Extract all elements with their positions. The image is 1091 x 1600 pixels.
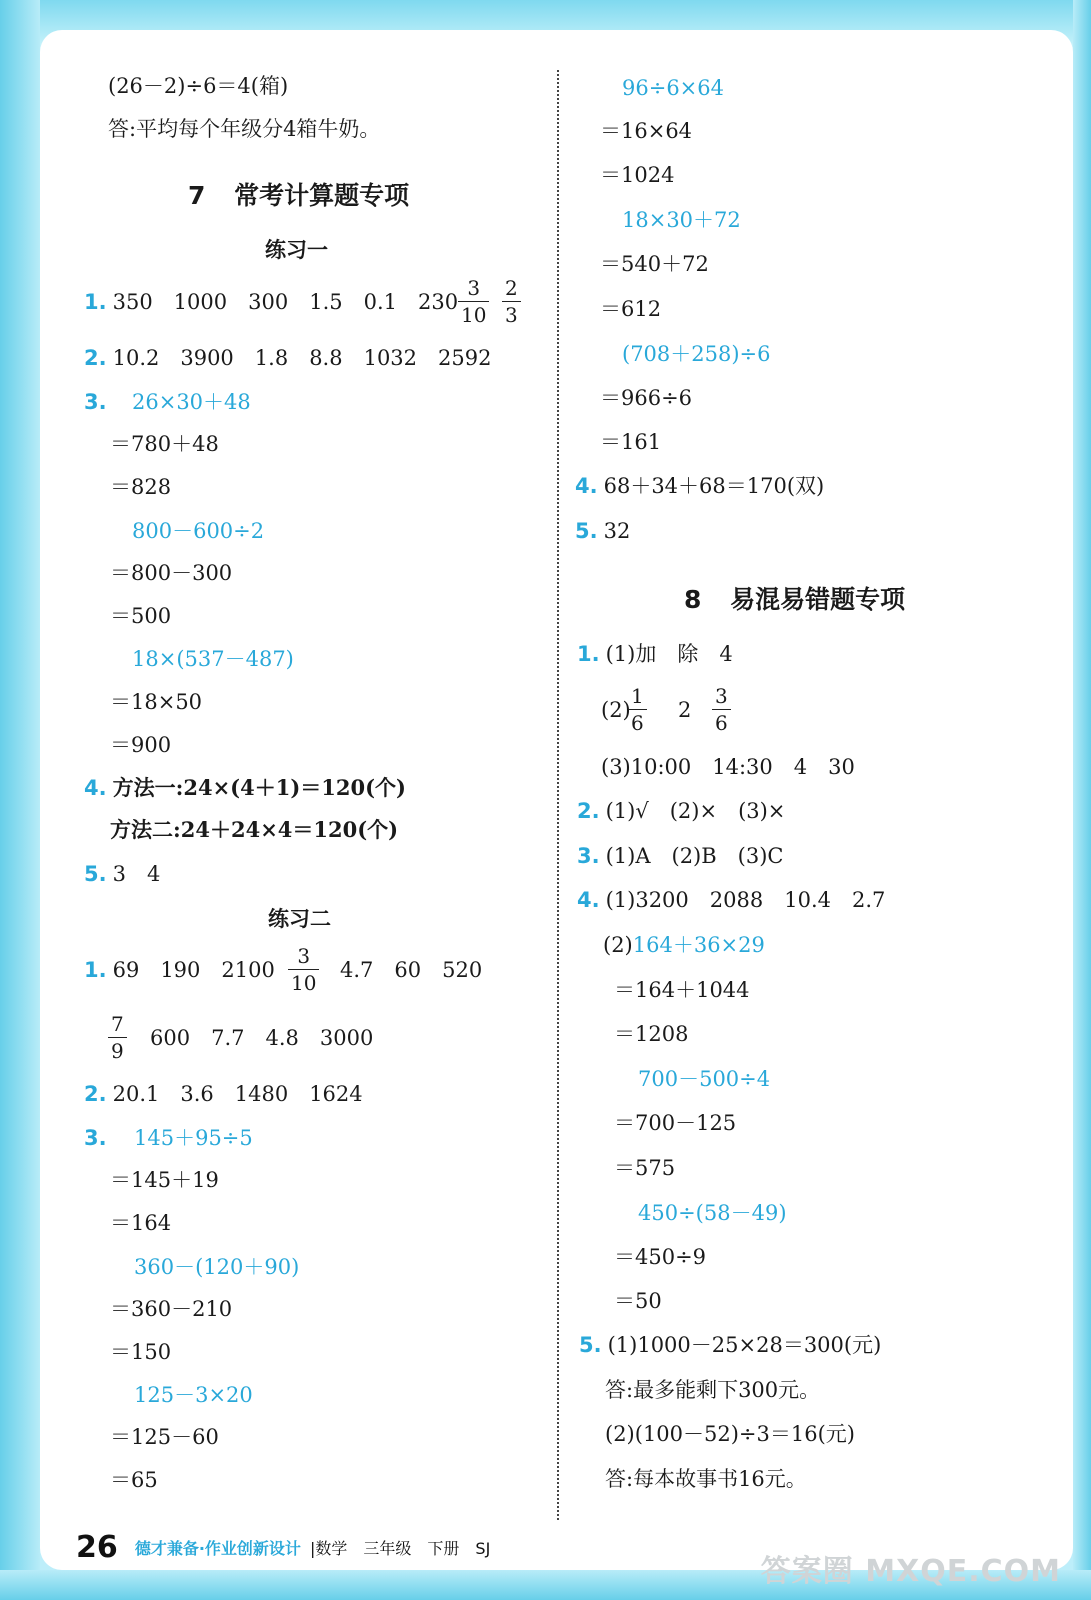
answer-text: (1)3200 2088 10.4 2.7 [605,888,886,912]
step: ＝828 [110,475,172,499]
numerator: 7 [108,1011,127,1038]
answer-text [603,931,765,959]
question-number: 3. [577,844,600,868]
fraction [628,683,647,736]
denominator: 10 [291,971,317,995]
step: ＝18×50 [110,690,203,714]
page-number: 26 [76,1530,118,1565]
section-8-heading [684,580,905,616]
section-number: 7 [188,181,206,210]
brand-name: 德才兼备·作业创新设计 [134,1539,301,1558]
question-number: 4. [577,888,600,912]
fraction [712,683,731,736]
fraction [288,943,319,996]
answer-text: 答:每本故事书16元。 [605,1467,807,1491]
question-3 [84,388,113,416]
exercise-title: 练习一 [265,238,328,262]
question-1 [84,956,275,984]
step: ＝150 [110,1340,172,1364]
expression: 145＋95÷5 [134,1126,253,1150]
step: ＝450÷9 [614,1245,707,1269]
step: ＝966÷6 [600,386,693,410]
book-meta: |数学 三年级 下册 SJ [310,1539,491,1558]
answer-text: (1)√ (2)× (3)× [605,799,786,823]
step: ＝540＋72 [600,252,709,276]
answer-text: (3)10:00 14:30 4 30 [601,755,855,779]
denominator: 10 [461,303,487,327]
numerator: 1 [628,683,647,710]
expression: 96÷6×64 [622,76,724,100]
fraction [502,275,521,328]
numerator: 3 [712,683,731,710]
question-1 [577,640,733,668]
question-number: 3. [84,390,107,414]
answer-text: 答:最多能剩下300元。 [605,1378,821,1402]
step: ＝800－300 [110,561,233,585]
question-number: 5. [84,862,107,886]
expression: 800－600÷2 [132,519,265,543]
expression: 164＋36×29 [632,933,765,957]
expression: 125－3×20 [134,1383,253,1407]
question-number: 5. [575,519,598,543]
left-border [0,0,40,1600]
answer-text: (2)(100－52)÷3＝16(元) [605,1422,856,1446]
denominator: 6 [631,711,644,735]
section-title: 易混易错题专项 [730,585,906,614]
question-3 [84,1124,113,1152]
question-2 [577,797,785,825]
numerator: 2 [502,275,521,302]
step: ＝780＋48 [110,432,219,456]
step: ＝164＋1044 [614,978,750,1002]
answer-text: 10.2 3900 1.8 8.8 1032 2592 [112,346,492,370]
column-divider [557,70,559,1520]
answer-text: 32 [603,519,631,543]
expression: (708＋258)÷6 [622,342,771,366]
answer-text: (1)A (2)B (3)C [605,844,784,868]
exercise-title: 练习二 [268,907,331,931]
step: ＝1208 [614,1022,689,1046]
answer-text: 方法一:24×(4＋1)＝120(个) [112,775,406,800]
watermark: 答案圈 MXQE.COM [760,1554,1061,1589]
right-border [1073,0,1091,1600]
expression: 700－500÷4 [638,1067,771,1091]
fraction [108,1011,127,1064]
step: ＝575 [614,1156,676,1180]
question-4 [575,472,824,500]
denominator: 3 [505,303,518,327]
step: ＝700－125 [614,1111,737,1135]
question-number: 2. [577,799,600,823]
question-3 [577,842,784,870]
question-number: 2. [84,1082,107,1106]
question-number: 3. [84,1126,107,1150]
answer-line: (26－2)÷6＝4(箱) [108,74,289,98]
denominator: 6 [715,711,728,735]
question-number: 1. [84,958,107,982]
answer-text: 4.7 60 520 [340,958,483,982]
answer-line: 答:平均每个年级分4箱牛奶。 [108,117,381,141]
step: ＝161 [600,430,662,454]
expression: 18×(537－487) [132,647,294,671]
expression: 18×30＋72 [622,208,741,232]
step: ＝145＋19 [110,1168,219,1192]
expression: 360－(120＋90) [134,1255,300,1279]
answer-text: (1)1000－25×28＝300(元) [607,1333,882,1357]
question-4 [577,886,885,914]
section-number: 8 [684,585,702,614]
section-title: 常考计算题专项 [234,181,410,210]
step: ＝164 [110,1211,172,1235]
expression: 26×30＋48 [132,390,251,414]
answer-text: 69 190 2100 [112,958,275,982]
question-number: 4. [84,776,107,800]
page-footer [76,1530,490,1565]
question-5 [575,517,630,545]
numerator: 3 [458,275,489,302]
question-2 [84,344,491,372]
question-number: 1. [84,290,107,314]
answer-text: 20.1 3.6 1480 1624 [112,1082,363,1106]
answer-text: (2) [601,698,631,722]
step: ＝1024 [600,163,675,187]
step: ＝125－60 [110,1425,219,1449]
question-number: 4. [575,474,598,498]
step: ＝612 [600,297,662,321]
question-number: 5. [579,1333,602,1357]
question-2 [84,1080,363,1108]
part-label: (2) [603,933,633,957]
fraction [458,275,489,328]
step: ＝50 [614,1289,662,1313]
answer-text: 2 [678,698,692,722]
question-1 [84,288,458,316]
numerator: 3 [288,943,319,970]
denominator: 9 [111,1039,124,1063]
answer-text: (1)加 除 4 [605,642,733,666]
question-number: 1. [577,642,600,666]
question-number: 2. [84,346,107,370]
step: ＝360－210 [110,1297,233,1321]
section-7-heading [188,176,409,212]
answer-text: 350 1000 300 1.5 0.1 230 [112,290,459,314]
question-5 [579,1331,881,1359]
answer-text: 600 7.7 4.8 3000 [150,1026,374,1050]
answer-text: 68＋34＋68＝170(双) [603,474,825,498]
step: ＝900 [110,733,172,757]
step: ＝500 [110,604,172,628]
answer-text: 3 4 [112,862,161,886]
expression: 450÷(58－49) [638,1201,787,1225]
step: ＝65 [110,1468,158,1492]
question-5 [84,860,160,888]
question-4 [84,774,406,802]
step: ＝16×64 [600,119,693,143]
answer-text: 方法二:24＋24×4＝120(个) [110,817,399,842]
